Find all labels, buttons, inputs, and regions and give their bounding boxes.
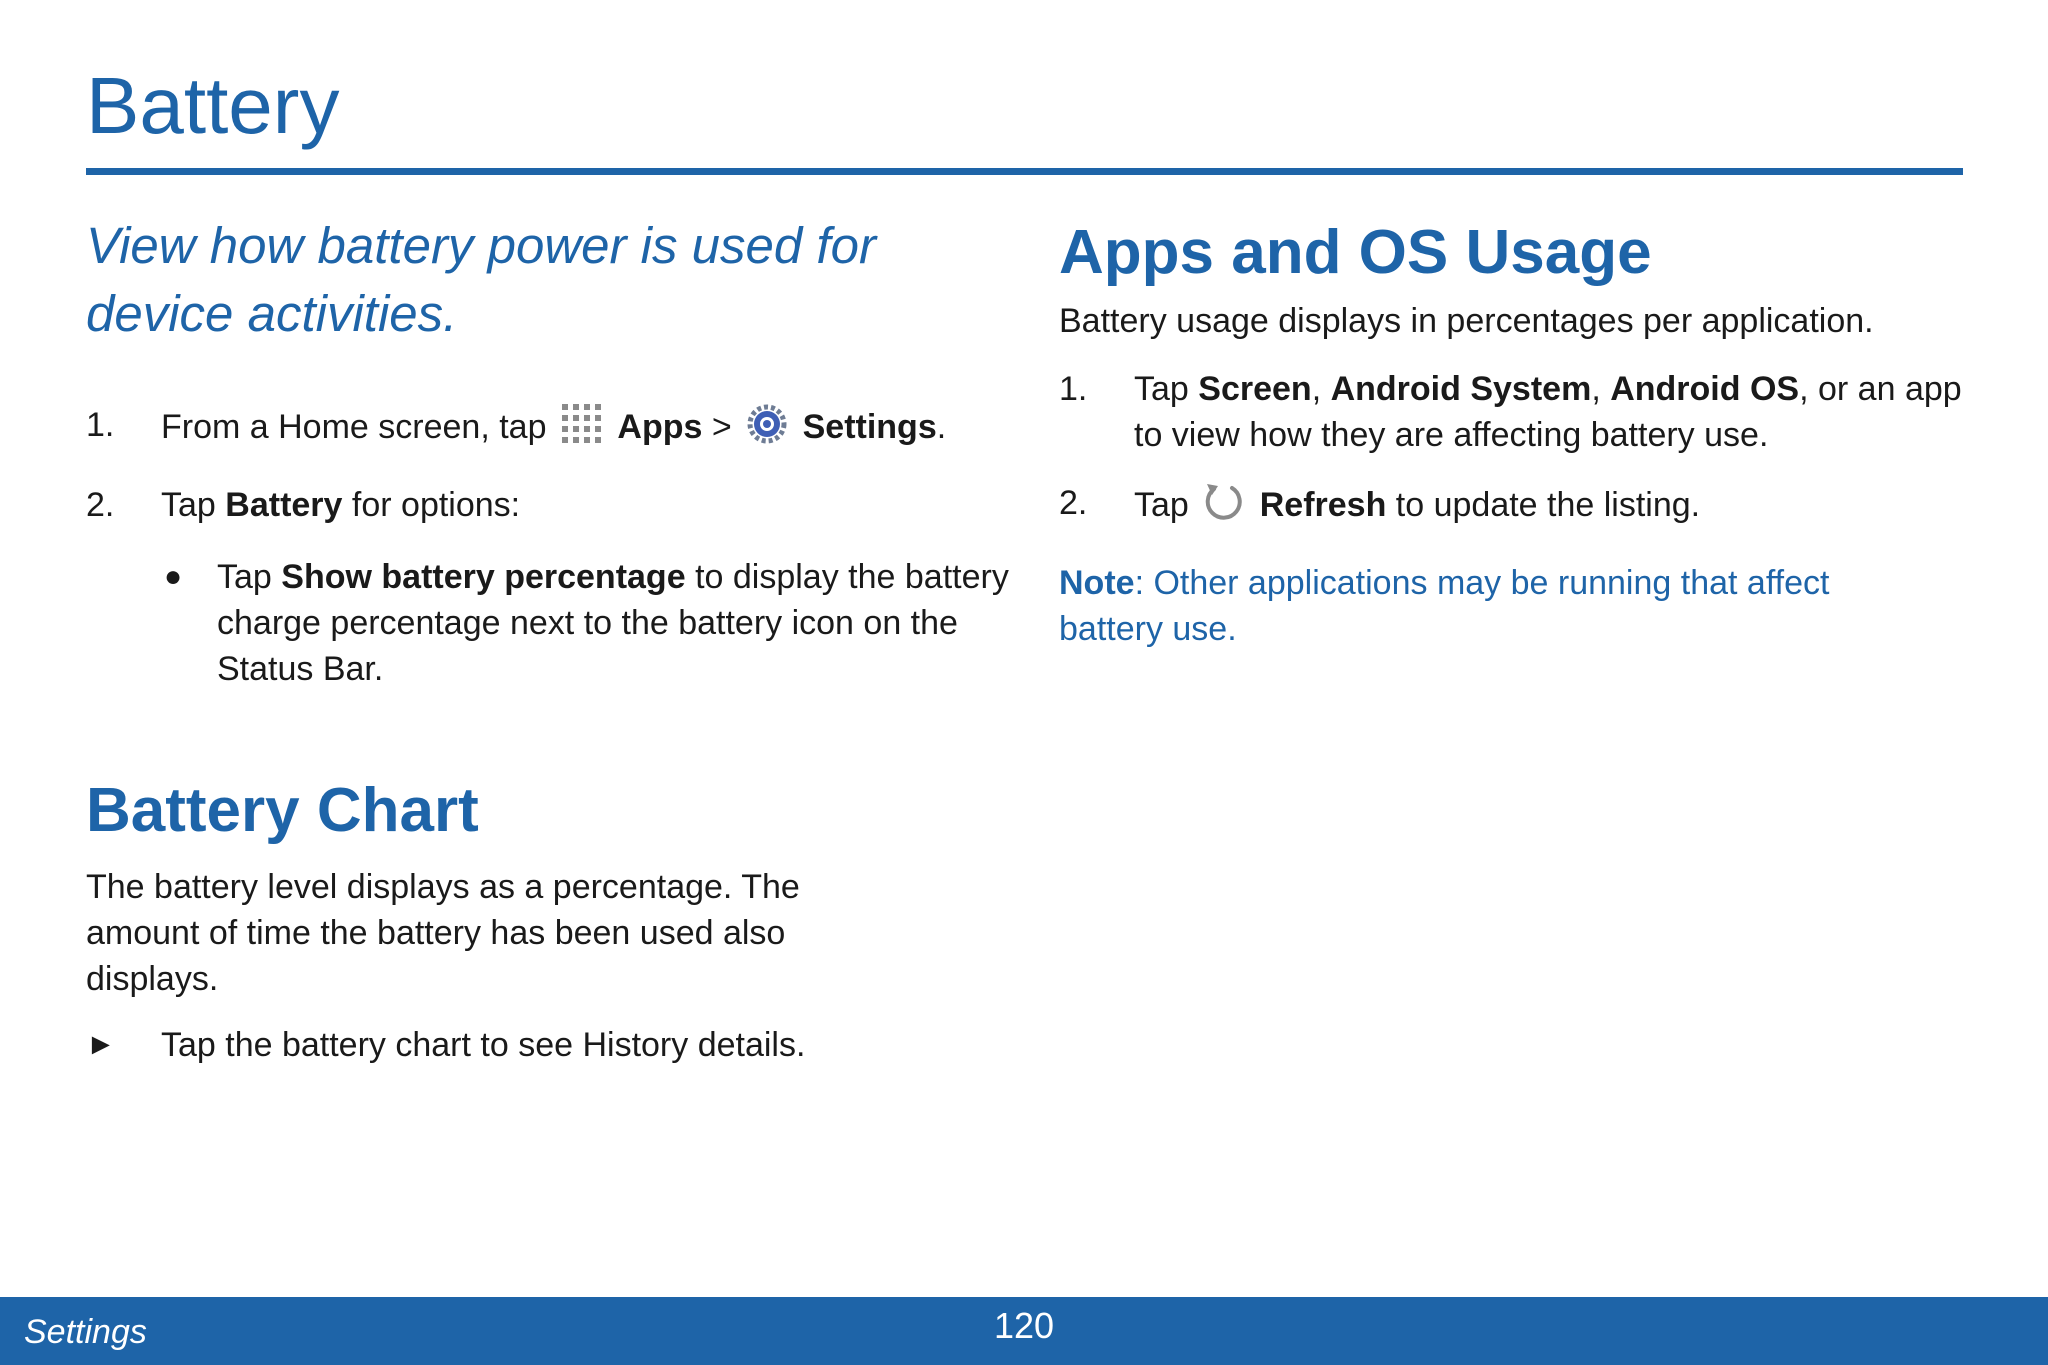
bullet-text: to display the battery charge percentage next to the battery icon on the Status Bar.: [217, 558, 1009, 688]
step-text: for options:: [351, 486, 521, 524]
step-text: to update the listing.: [1395, 486, 1701, 524]
arrow-marker: ►: [86, 1028, 116, 1061]
left-step-2: [86, 482, 986, 528]
bullet-marker: ●: [164, 560, 183, 593]
refresh-label: Refresh: [1259, 486, 1387, 524]
step-number: 1.: [1059, 370, 1088, 408]
left-column: [86, 212, 1009, 1068]
note-label: Note: [1059, 564, 1135, 602]
menu-separator: >: [711, 408, 732, 446]
android-system-label: Android System: [1330, 370, 1592, 408]
arrow-item-text: Tap the battery chart to see History details.: [161, 1026, 806, 1064]
step-number: 1.: [86, 406, 115, 444]
apps-os-usage-body: Battery usage displays in percentages per application.: [1059, 302, 1874, 340]
step-period: .: [936, 408, 947, 446]
comma: ,: [1591, 370, 1601, 408]
right-column: [1059, 212, 1969, 652]
intro-text: View how battery power is used for device activities.: [86, 217, 876, 342]
footer-section-label: Settings: [24, 1313, 147, 1351]
step-text: Tap: [1134, 370, 1189, 408]
step-text: Tap: [161, 486, 216, 524]
right-step-1: [1059, 366, 1969, 458]
step-text: From a Home screen, tap: [161, 408, 547, 446]
right-step-2: [1059, 480, 1969, 536]
apps-grid-icon: [560, 402, 604, 458]
page-number: 120: [993, 1305, 1055, 1346]
settings-label: Settings: [802, 408, 937, 446]
android-os-label: Android OS: [1610, 370, 1800, 408]
apps-label: Apps: [617, 408, 703, 446]
left-step-1: [86, 402, 986, 458]
note-body: : Other applications may be running that affect battery use.: [1059, 564, 1830, 648]
settings-gear-icon: [745, 402, 789, 458]
step-text: , or an app to view how they are affecting battery use.: [1134, 370, 1962, 454]
battery-chart-heading: Battery Chart: [86, 776, 479, 845]
battery-label: Battery: [225, 486, 343, 524]
comma: ,: [1311, 370, 1322, 408]
step-number: 2.: [1059, 484, 1088, 522]
title-rule: [86, 168, 1963, 175]
apps-os-usage-heading: Apps and OS Usage: [1059, 218, 1652, 287]
bullet-text: Tap: [217, 558, 272, 596]
step-text: Tap: [1134, 486, 1189, 524]
battery-chart-body: The battery level displays as a percentage. The amount of time the battery has been used also displays.: [86, 868, 800, 998]
page-title: Battery: [86, 61, 340, 150]
screen-label: Screen: [1198, 370, 1312, 408]
bullet-item: [86, 554, 1057, 692]
refresh-icon: [1202, 480, 1246, 536]
footer-bar: [0, 1297, 2048, 1365]
chart-arrow-item: [86, 1022, 986, 1068]
step-number: 2.: [86, 486, 115, 524]
show-battery-percentage-label: Show battery percentage: [281, 558, 686, 596]
note-text: [1059, 560, 1939, 652]
